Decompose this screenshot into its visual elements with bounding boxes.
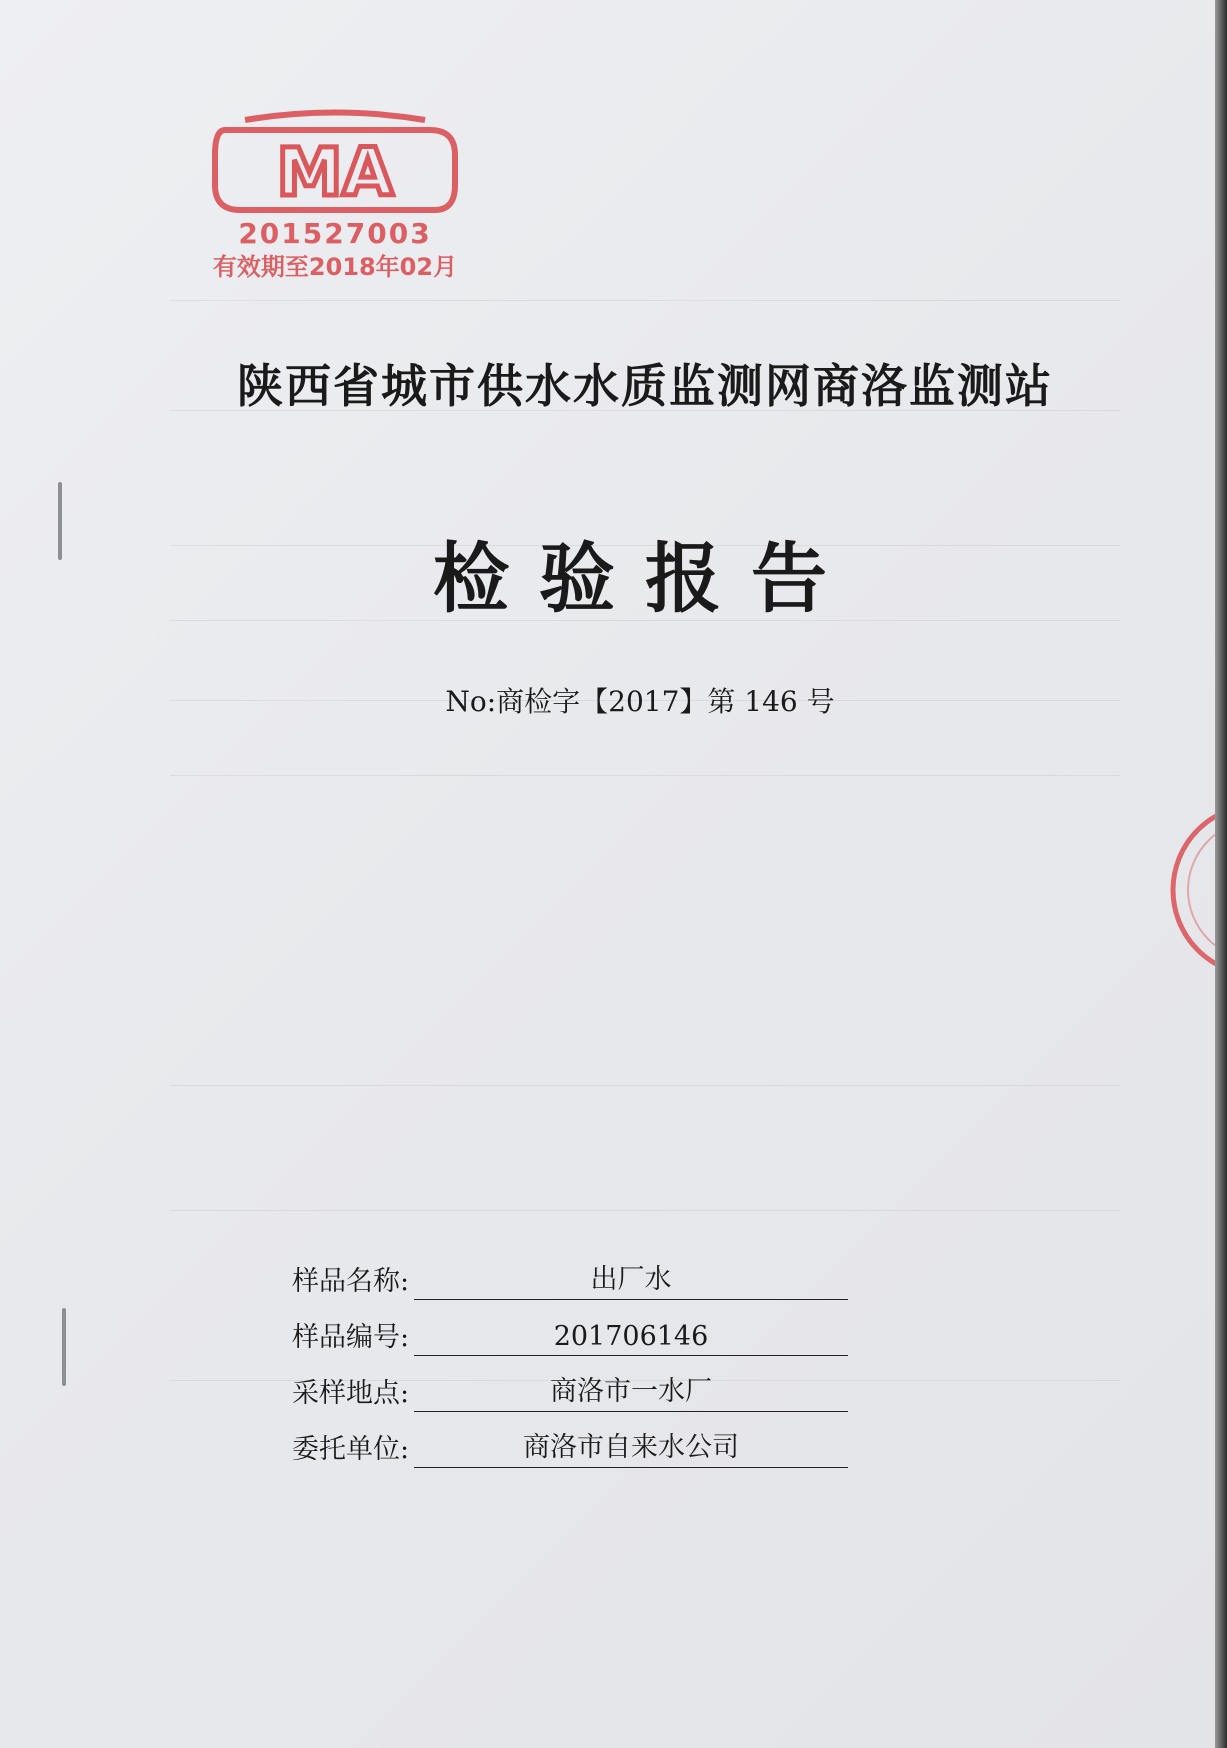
underline [414, 1299, 848, 1300]
field-label: 委托单位: [292, 1434, 410, 1465]
document-number: No:商检字【2017】第 146 号 [445, 685, 835, 718]
field-value: 201706146 [553, 1321, 709, 1352]
field-value: 出厂水 [590, 1264, 672, 1295]
staple-bottom [62, 1308, 66, 1386]
field-label: 采样地点: [292, 1378, 410, 1409]
underline [414, 1411, 848, 1412]
svg-text:201527003: 201527003 [238, 217, 432, 250]
accreditation-stamp [185, 100, 485, 290]
organization-title: 陕西省城市供水水质监测网商洛监测站 [237, 359, 1053, 413]
underline [414, 1467, 848, 1468]
page-edge-shadow [1215, 0, 1227, 1748]
field-value: 商洛市自来水公司 [523, 1432, 739, 1463]
partial-official-seal [1168, 790, 1215, 990]
svg-text:MA: MA [276, 134, 394, 211]
field-label: 样品名称: [292, 1266, 410, 1297]
svg-text:有效期至2018年02月: 有效期至2018年02月 [212, 253, 458, 281]
field-label: 样品编号: [292, 1322, 410, 1353]
document-title: 检验报告 [433, 534, 857, 623]
underline [414, 1355, 848, 1356]
field-value: 商洛市一水厂 [550, 1376, 712, 1407]
